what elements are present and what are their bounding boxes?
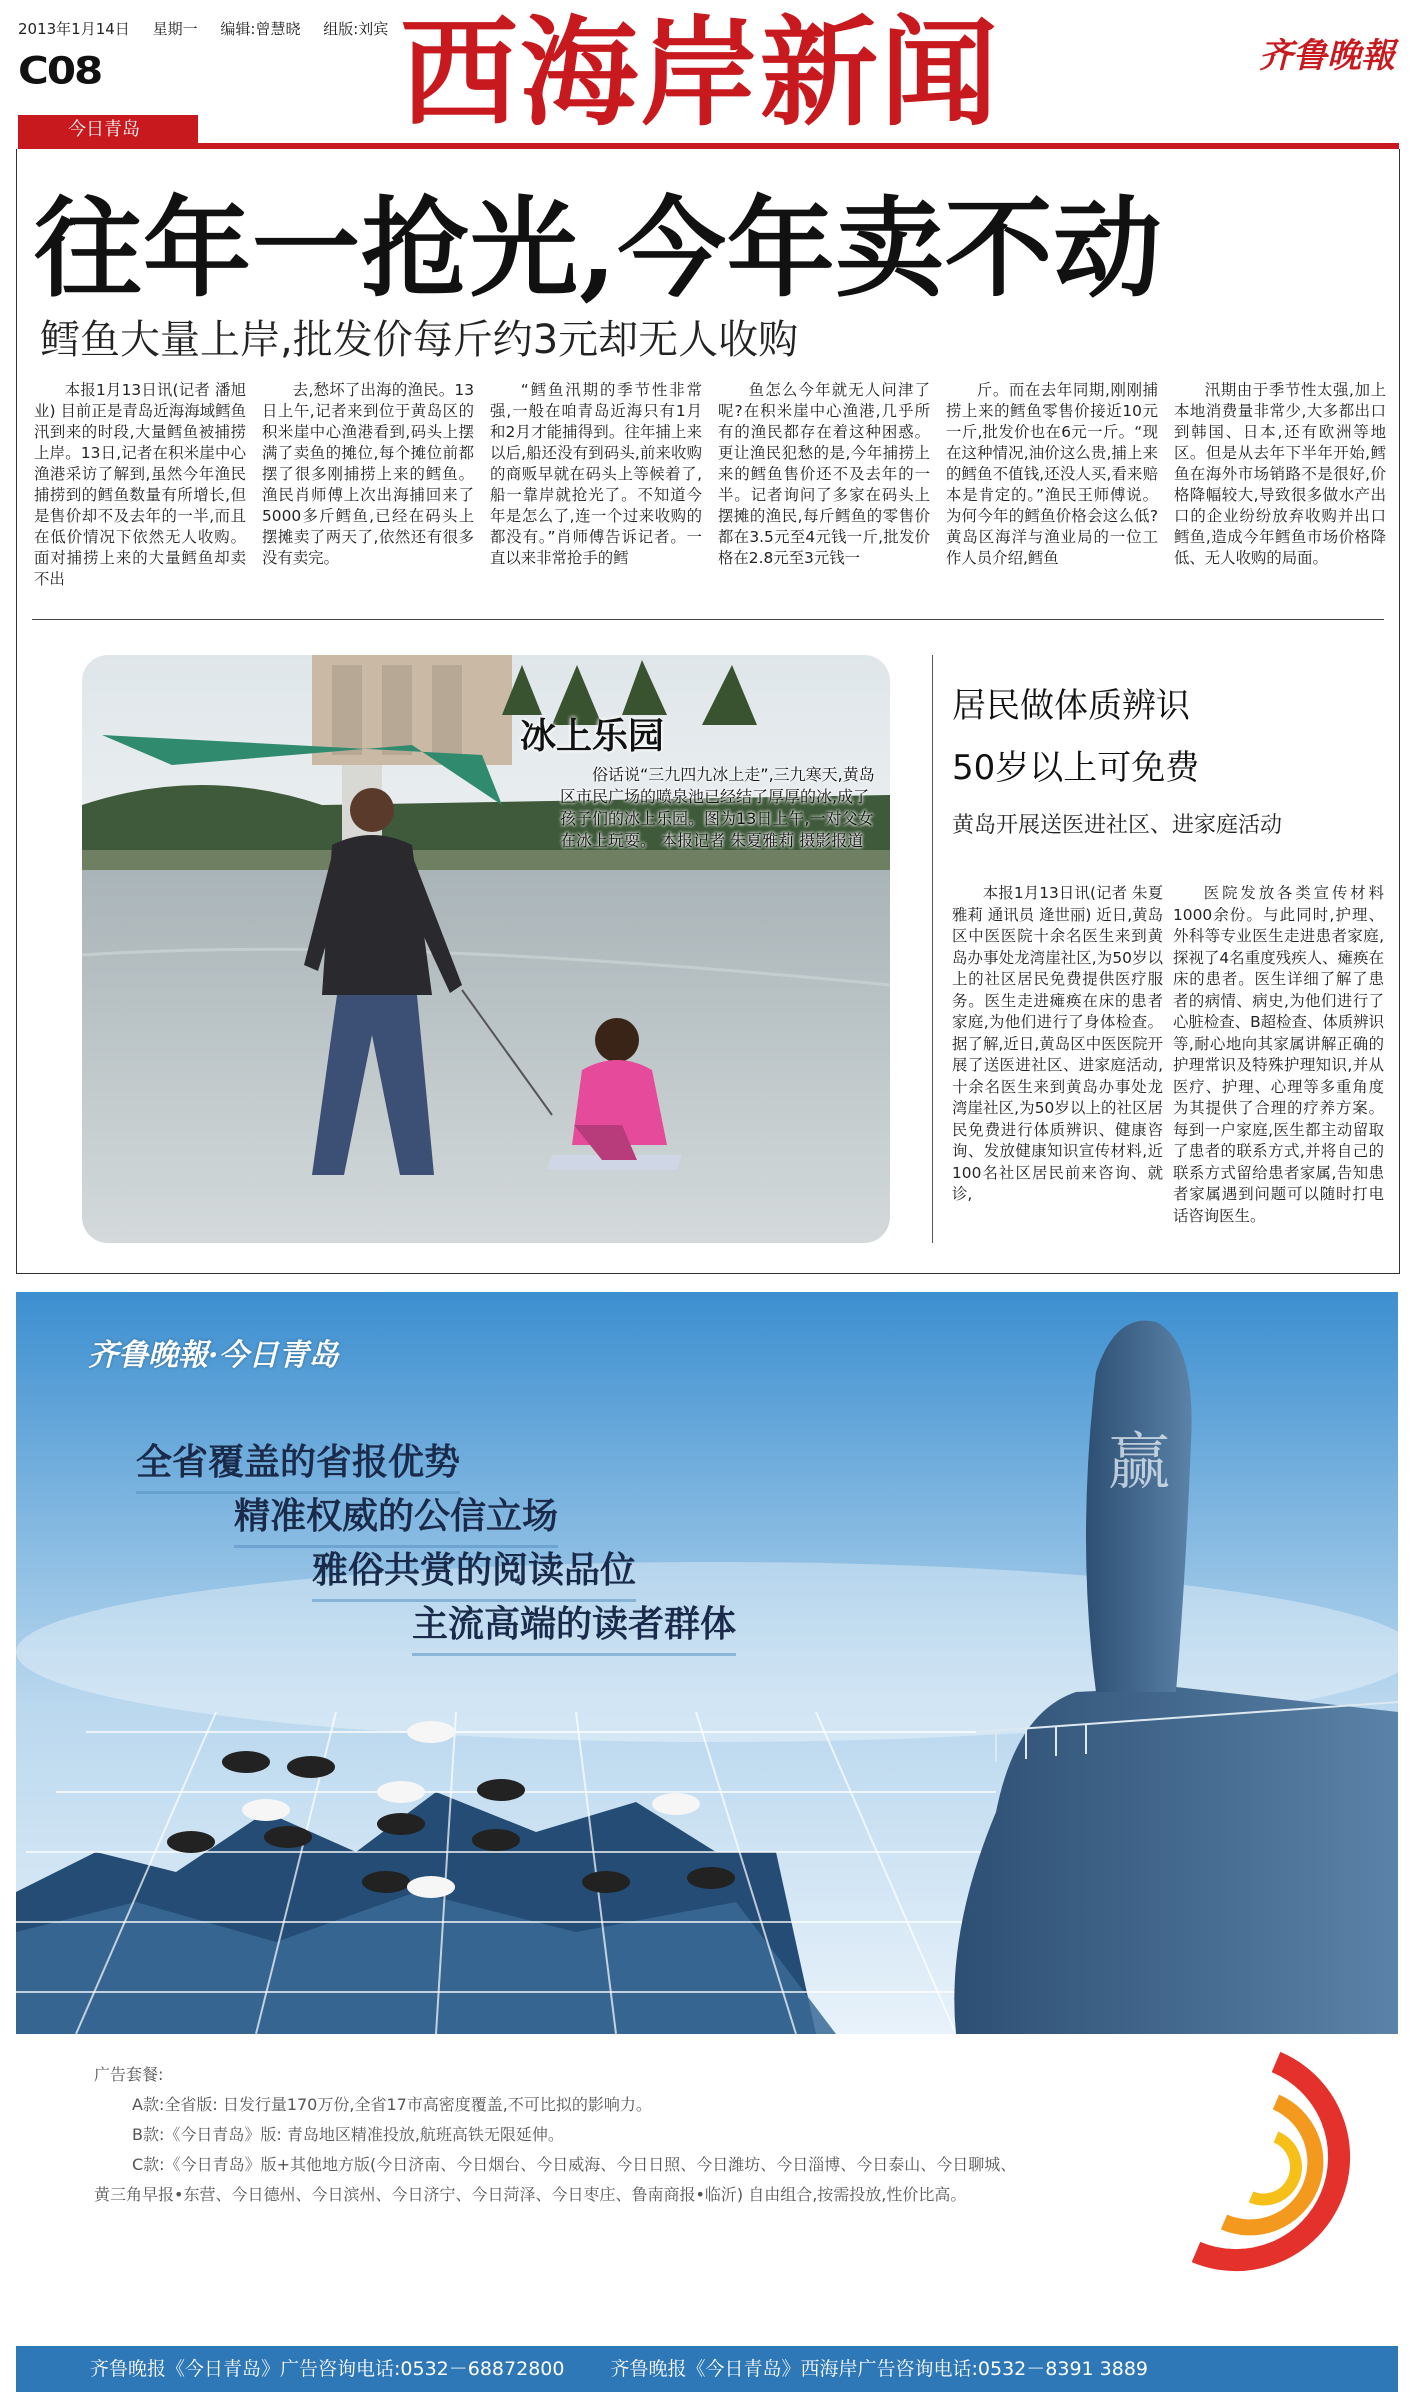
ad-phone: 齐鲁晚报《今日青岛》广告咨询电话:0532－68872800 <box>90 2358 565 2380</box>
column-rule <box>932 655 933 1243</box>
rock-inscription: 赢 <box>1108 1425 1171 1498</box>
lead-column: 鱼怎么今年就无人问津了呢?在积米崖中心渔港,几乎所有的渔民都存在着这种困惑。更让渔民犯愁的是,今年捕捞上来的鳕鱼售价还不及去年的一半。记者询问了多家在码头上摆摊的渔民,每斤鳕鱼的零售价都在3.5元至4元钱一斤,批发价格在2.8元至3元钱一 <box>718 381 930 567</box>
section-divider <box>32 619 1384 620</box>
side-headline-1: 居民做体质辨识 <box>952 686 1190 726</box>
ad-package: 广告套餐: <box>94 2065 164 2084</box>
issue-editor: 编辑:曾慧晓 <box>220 20 301 38</box>
masthead-title: 西海岸新闻 <box>400 3 1001 142</box>
lead-column: 去,愁坏了出海的渔民。13日上午,记者来到位于黄岛区的积米崖中心渔港看到,码头上摆满了卖鱼的摊位,每个摊位前都摆了很多刚捕捞上来的鳕鱼。渔民肖师傅上次出海捕回来了5000多斤鳕鱼,已经在码头上摆摊卖了两天了,依然还有很多没有卖完。 <box>262 381 474 567</box>
lead-column: 本报1月13日讯(记者 潘旭业) 目前正是青岛近海海域鳕鱼汛到来的时段,大量鳕鱼被捕捞上岸。13日,记者在积米崖中心渔港采访了解到,虽然今年渔民捕捞到的鳕鱼数量有所增长,但是售价却不及去年的一半,而且在低价情况下依然无人收购。面对捕捞上来的大量鳕鱼却卖不出 <box>34 381 246 588</box>
lead-column: 斤。而在去年同期,刚刚捕捞上来的鳕鱼零售价接近10元一斤,批发价也在6元一斤。“现在这种情况,油价这么贵,捕上来的鳕鱼不值钱,还没人买,看来赔本是肯定的。”渔民王师傅说。为何今年的鳕鱼价格会这么低?黄岛区海洋与渔业局的一位工作人员介绍,鳕鱼 <box>946 381 1158 567</box>
side-column: 医院发放各类宣传材料1000余份。与此同时,护理、外科等专业医生走进患者家庭,探视了4名重度残疾人、瘫痪在床的患者。医生详细了解了患者的病情、病史,为他们进行了心脏检查、B超检查、体质辨识等,耐心地向其家属讲解正确的护理常识及特殊护理知识,并从医疗、护理、心理等多重角度为其提供了合理的疗养方案。每到一户家庭,医生都主动留取了患者的联系方式,并将自己的联系方式留给患者家属,告知患者家属遇到问题可以随时打电话咨询医生。 <box>1173 884 1384 1225</box>
ad-package: C款:《今日青岛》版+其他地方版(今日济南、今日烟台、今日威海、今日日照、今日潍坊、今日淄博、今日泰山、今日聊城、 <box>132 2155 1017 2174</box>
ad-slogan: 精准权威的公信立场 <box>234 1488 558 1548</box>
side-subheadline: 黄岛开展送医进社区、进家庭活动 <box>952 813 1283 838</box>
ad-slogan: 主流高端的读者群体 <box>412 1596 736 1656</box>
issue-date: 2013年1月14日 <box>18 20 130 38</box>
ad-slogan: 雅俗共赏的阅读品位 <box>312 1542 636 1602</box>
side-headline-2: 50岁以上可免费 <box>952 748 1200 788</box>
brand-logo: 齐鲁晚報 <box>1259 36 1395 76</box>
lead-subhead: 鳕鱼大量上岸,批发价每斤约3元却无人收购 <box>40 317 799 363</box>
ad-slogan: 全省覆盖的省报优势 <box>136 1434 460 1494</box>
ad-landscape-illustration <box>16 1292 1398 2034</box>
side-column: 本报1月13日讯(记者 朱夏雅莉 通讯员 逄世丽) 近日,黄岛区中医医院十余名医生来到黄岛办事处龙湾崖社区,为50岁以上的社区居民免费提供医疗服务。医生走进瘫痪在床的患者家庭,为他们进行了身体检查。据了解,近日,黄岛区中医医院开展了送医进社区、进家庭活动,十余名医生来到黄岛办事处龙湾崖社区,为50岁以上的社区居民免费进行体质辨识、健康咨询、发放健康知识宣传材料,近100名社区居民前来咨询、就诊, <box>952 884 1163 1203</box>
ad-package: B款:《今日青岛》版: 青岛地区精准投放,航班高铁无限延伸。 <box>132 2125 564 2144</box>
page-number: C08 <box>18 48 102 93</box>
lead-column: “鳕鱼汛期的季节性非常强,一般在咱青岛近海只有1月和2月才能捕得到。往年捕上来以后,船还没有到码头,前来收购的商贩早就在码头上等候着了,船一靠岸就抢光了。不知道今年是怎么了,连一个过来收购的都没有。”肖师傅告诉记者。一直以来非常抢手的鳕 <box>490 381 702 567</box>
issue-weekday: 星期一 <box>152 20 198 38</box>
news-photo <box>82 655 890 1243</box>
swirl-logo <box>1166 2042 1386 2302</box>
ad-brand: 齐鲁晚報·今日青岛 <box>88 1338 339 1373</box>
ad-package: 黄三角早报•东营、今日德州、今日滨州、今日济宁、今日菏泽、今日枣庄、鲁南商报•临沂) 自由组合,按需投放,性价比高。 <box>94 2185 967 2204</box>
ad-package: A款:全省版: 日发行量170万份,全省17市高密度覆盖,不可比拟的影响力。 <box>132 2095 652 2114</box>
photo-caption: 俗话说“三九四九冰上走”,三九寒天,黄岛区市民广场的喷泉池已经结了厚厚的冰,成了孩子们的冰上乐园。图为13日上午,一对父女在冰上玩耍。 本报记者 朱夏雅莉 摄影报道 <box>560 765 875 850</box>
issue-layout: 组版:刘宾 <box>323 20 389 38</box>
lead-column: 汛期由于季节性太强,加上本地消费量非常少,大多都出口到韩国、日本,还有欧洲等地区。但是从去年下半年开始,鳕鱼在海外市场销路不是很好,价格降幅较大,导致很多做水产出口的企业纷纷放弃收购并出口鳕鱼,造成今年鳕鱼市场价格降低、无人收购的局面。 <box>1174 381 1386 567</box>
ice-playground-illustration <box>82 655 890 1243</box>
ad-phone: 齐鲁晚报《今日青岛》西海岸广告咨询电话:0532－8391 3889 <box>610 2358 1149 2380</box>
issue-meta <box>18 18 406 39</box>
photo-title: 冰上乐园 <box>520 716 665 757</box>
ad-contact-bar <box>16 2346 1398 2392</box>
advertisement <box>16 1292 1398 2392</box>
section-badge: 今日青岛 <box>18 115 198 145</box>
lead-headline: 往年一抢光,今年卖不动 <box>34 186 1163 312</box>
